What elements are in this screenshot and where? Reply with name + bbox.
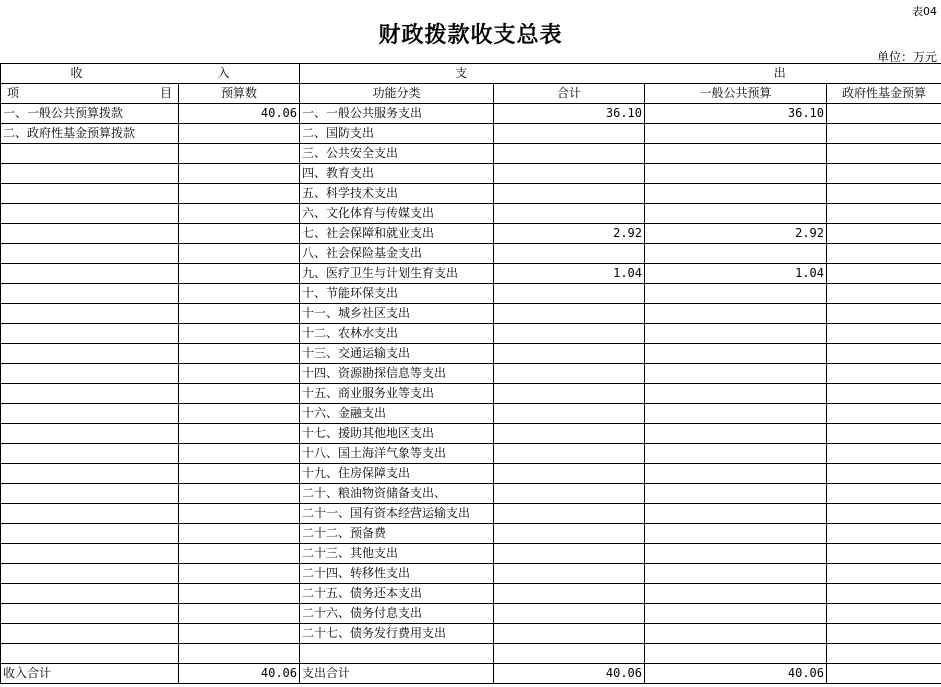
budget-cell	[179, 444, 300, 464]
income-cell	[1, 424, 179, 444]
general-budget-cell	[645, 364, 827, 384]
func-class-cell: 四、教育支出	[300, 164, 494, 184]
general-budget-cell	[645, 244, 827, 264]
general-budget-cell	[645, 564, 827, 584]
func-class-cell: 三、公共安全支出	[300, 144, 494, 164]
income-cell	[1, 644, 179, 664]
general-budget-cell	[645, 584, 827, 604]
table-number: 表04	[912, 5, 937, 18]
func-class-cell: 一、一般公共服务支出	[300, 104, 494, 124]
gov-fund-cell	[827, 284, 941, 304]
item-header-a: 项	[7, 86, 20, 100]
page-title: 财政拨款收支总表	[378, 22, 563, 48]
general-budget-cell	[645, 544, 827, 564]
total-cell	[494, 244, 645, 264]
total-cell	[494, 284, 645, 304]
total-cell	[494, 604, 645, 624]
income-cell	[1, 504, 179, 524]
general-budget-cell	[645, 484, 827, 504]
table-row	[1, 364, 941, 384]
income-cell	[1, 244, 179, 264]
table-row	[1, 124, 941, 144]
budget-table	[0, 63, 941, 684]
income-cell	[1, 444, 179, 464]
table-row	[1, 404, 941, 424]
gov-fund-cell	[827, 544, 941, 564]
budget-cell	[179, 204, 300, 224]
func-class-cell: 八、社会保险基金支出	[300, 244, 494, 264]
budget-cell	[179, 644, 300, 664]
income-cell	[1, 484, 179, 504]
general-budget-cell	[645, 144, 827, 164]
income-cell	[1, 524, 179, 544]
budget-cell	[179, 344, 300, 364]
total-cell	[494, 144, 645, 164]
budget-cell	[179, 304, 300, 324]
income-cell	[1, 324, 179, 344]
func-class-cell: 十六、金融支出	[300, 404, 494, 424]
income-cell	[1, 364, 179, 384]
table-row	[1, 184, 941, 204]
general-budget-header: 一般公共预算	[645, 84, 827, 104]
expense-header	[300, 64, 941, 84]
gov-fund-cell	[827, 324, 941, 344]
func-class-cell: 十三、交通运输支出	[300, 344, 494, 364]
budget-cell	[179, 584, 300, 604]
table-row	[1, 424, 941, 444]
general-budget-cell	[645, 304, 827, 324]
table-row	[1, 624, 941, 644]
item-header-b: 目	[159, 86, 172, 100]
table-row	[1, 524, 941, 544]
total-cell	[494, 644, 645, 664]
budget-cell	[179, 544, 300, 564]
budget-cell	[179, 124, 300, 144]
income-cell	[1, 304, 179, 324]
total-cell	[494, 584, 645, 604]
func-class-cell: 九、医疗卫生与计划生育支出	[300, 264, 494, 284]
item-header	[1, 84, 179, 104]
func-class-cell: 十一、城乡社区支出	[300, 304, 494, 324]
func-class-cell	[300, 644, 494, 664]
table-row	[1, 104, 941, 124]
gov-fund-cell	[827, 224, 941, 244]
func-class-cell: 二十五、债务还本支出	[300, 584, 494, 604]
income-cell	[1, 144, 179, 164]
gov-fund-cell	[827, 584, 941, 604]
budget-cell	[179, 604, 300, 624]
general-budget-cell	[645, 324, 827, 344]
general-budget-cell	[645, 524, 827, 544]
general-budget-cell: 36.10	[645, 104, 827, 124]
gov-fund-cell	[827, 164, 941, 184]
general-budget-cell	[645, 384, 827, 404]
gov-fund-cell	[827, 444, 941, 464]
func-class-cell: 十八、国土海洋气象等支出	[300, 444, 494, 464]
income-cell	[1, 384, 179, 404]
table-row	[1, 244, 941, 264]
func-class-cell: 十五、商业服务业等支出	[300, 384, 494, 404]
general-budget-cell: 1.04	[645, 264, 827, 284]
gov-fund-cell	[827, 384, 941, 404]
total-cell	[494, 304, 645, 324]
table-row	[1, 164, 941, 184]
gov-fund-cell	[827, 364, 941, 384]
total-cell	[494, 164, 645, 184]
func-class-cell: 十七、援助其他地区支出	[300, 424, 494, 444]
gov-fund-cell	[827, 344, 941, 364]
gov-fund-cell	[827, 644, 941, 664]
total-cell: 1.04	[494, 264, 645, 284]
income-cell	[1, 224, 179, 244]
budget-cell	[179, 384, 300, 404]
income-cell	[1, 204, 179, 224]
total-cell	[494, 624, 645, 644]
table-row	[1, 484, 941, 504]
budget-header: 预算数	[179, 84, 300, 104]
table-row	[1, 444, 941, 464]
gov-fund-cell	[827, 624, 941, 644]
general-budget-cell	[645, 124, 827, 144]
income-cell	[1, 604, 179, 624]
table-row	[1, 284, 941, 304]
budget-cell	[179, 564, 300, 584]
budget-cell	[179, 364, 300, 384]
general-budget-cell	[645, 624, 827, 644]
table-row	[1, 224, 941, 244]
income-header-b: 入	[217, 66, 230, 80]
gov-fund-cell	[827, 424, 941, 444]
func-class-cell: 十二、农林水支出	[300, 324, 494, 344]
func-class-cell: 二十四、转移性支出	[300, 564, 494, 584]
total-cell	[494, 204, 645, 224]
general-budget-cell	[645, 184, 827, 204]
budget-cell	[179, 164, 300, 184]
table-row	[1, 644, 941, 664]
budget-cell	[179, 464, 300, 484]
budget-cell	[179, 244, 300, 264]
general-budget-cell	[645, 204, 827, 224]
table-row	[1, 344, 941, 364]
total-cell	[494, 504, 645, 524]
func-class-cell: 二十七、债务发行费用支出	[300, 624, 494, 644]
gov-fund-cell	[827, 604, 941, 624]
func-class-cell: 十、节能环保支出	[300, 284, 494, 304]
income-cell	[1, 624, 179, 644]
func-class-cell: 六、文化体育与传媒支出	[300, 204, 494, 224]
gov-fund-cell	[827, 404, 941, 424]
income-header	[1, 64, 300, 84]
total-cell	[494, 564, 645, 584]
func-class-cell: 二十一、国有资本经营运输支出	[300, 504, 494, 524]
income-cell	[1, 284, 179, 304]
gov-fund-cell	[827, 504, 941, 524]
unit-label: 单位：万元	[876, 50, 937, 64]
total-cell: 2.92	[494, 224, 645, 244]
expense-header-b: 出	[773, 66, 786, 80]
budget-cell	[179, 264, 300, 284]
income-cell	[1, 464, 179, 484]
income-header-a: 收	[70, 66, 83, 80]
total-cell	[494, 484, 645, 504]
table-body	[1, 104, 941, 664]
gov-fund-cell	[827, 264, 941, 284]
general-budget-cell	[645, 284, 827, 304]
income-total-label: 收入合计	[1, 664, 179, 684]
total-cell	[494, 424, 645, 444]
budget-cell	[179, 624, 300, 644]
expense-total-value: 40.06	[494, 664, 645, 684]
income-cell	[1, 544, 179, 564]
table-row	[1, 264, 941, 284]
header-row-1	[1, 64, 941, 84]
fund-total-value	[827, 664, 941, 684]
total-cell	[494, 404, 645, 424]
gov-fund-cell	[827, 244, 941, 264]
general-budget-cell	[645, 644, 827, 664]
func-class-cell: 七、社会保障和就业支出	[300, 224, 494, 244]
total-cell	[494, 544, 645, 564]
gov-fund-cell	[827, 124, 941, 144]
func-class-cell: 二十六、债务付息支出	[300, 604, 494, 624]
budget-cell	[179, 484, 300, 504]
general-budget-cell	[645, 444, 827, 464]
general-budget-cell	[645, 344, 827, 364]
general-budget-cell	[645, 504, 827, 524]
table-row	[1, 324, 941, 344]
budget-cell	[179, 404, 300, 424]
gov-fund-cell	[827, 484, 941, 504]
budget-cell	[179, 524, 300, 544]
general-budget-cell	[645, 404, 827, 424]
total-cell	[494, 524, 645, 544]
budget-cell	[179, 424, 300, 444]
total-header: 合计	[494, 84, 645, 104]
budget-cell	[179, 144, 300, 164]
total-cell	[494, 384, 645, 404]
income-cell	[1, 184, 179, 204]
table-row	[1, 584, 941, 604]
func-class-cell: 二十、粮油物资储备支出、	[300, 484, 494, 504]
total-cell	[494, 444, 645, 464]
budget-cell	[179, 504, 300, 524]
budget-cell	[179, 184, 300, 204]
income-cell	[1, 164, 179, 184]
expense-header-a: 支	[455, 66, 468, 80]
gov-fund-cell	[827, 184, 941, 204]
general-budget-cell	[645, 424, 827, 444]
gov-fund-cell	[827, 464, 941, 484]
total-cell: 36.10	[494, 104, 645, 124]
general-budget-cell: 2.92	[645, 224, 827, 244]
func-class-header: 功能分类	[300, 84, 494, 104]
total-cell	[494, 184, 645, 204]
func-class-cell: 二十三、其他支出	[300, 544, 494, 564]
func-class-cell: 二、国防支出	[300, 124, 494, 144]
general-total-value: 40.06	[645, 664, 827, 684]
general-budget-cell	[645, 164, 827, 184]
income-total-value: 40.06	[179, 664, 300, 684]
table-row	[1, 304, 941, 324]
table-row	[1, 604, 941, 624]
table-row	[1, 504, 941, 524]
gov-fund-cell	[827, 104, 941, 124]
gov-fund-cell	[827, 304, 941, 324]
func-class-cell: 十九、住房保障支出	[300, 464, 494, 484]
budget-cell	[179, 284, 300, 304]
table-row	[1, 564, 941, 584]
footer-row	[1, 664, 941, 684]
income-cell	[1, 584, 179, 604]
income-cell: 二、政府性基金预算拨款	[1, 124, 179, 144]
budget-cell	[179, 324, 300, 344]
table-row	[1, 384, 941, 404]
header-row-2	[1, 84, 941, 104]
budget-cell: 40.06	[179, 104, 300, 124]
func-class-cell: 二十二、预备费	[300, 524, 494, 544]
budget-cell	[179, 224, 300, 244]
gov-fund-cell	[827, 524, 941, 544]
table-row	[1, 204, 941, 224]
total-cell	[494, 324, 645, 344]
income-cell	[1, 264, 179, 284]
gov-fund-cell	[827, 204, 941, 224]
expense-total-label: 支出合计	[300, 664, 494, 684]
table-row	[1, 464, 941, 484]
gov-fund-cell	[827, 144, 941, 164]
general-budget-cell	[645, 604, 827, 624]
income-cell	[1, 344, 179, 364]
total-cell	[494, 344, 645, 364]
func-class-cell: 五、科学技术支出	[300, 184, 494, 204]
gov-fund-cell	[827, 564, 941, 584]
total-cell	[494, 124, 645, 144]
income-cell	[1, 404, 179, 424]
income-cell	[1, 564, 179, 584]
total-cell	[494, 464, 645, 484]
general-budget-cell	[645, 464, 827, 484]
gov-fund-header: 政府性基金预算	[827, 84, 941, 104]
total-cell	[494, 364, 645, 384]
func-class-cell: 十四、资源勘探信息等支出	[300, 364, 494, 384]
income-cell: 一、一般公共预算拨款	[1, 104, 179, 124]
table-row	[1, 144, 941, 164]
table-row	[1, 544, 941, 564]
